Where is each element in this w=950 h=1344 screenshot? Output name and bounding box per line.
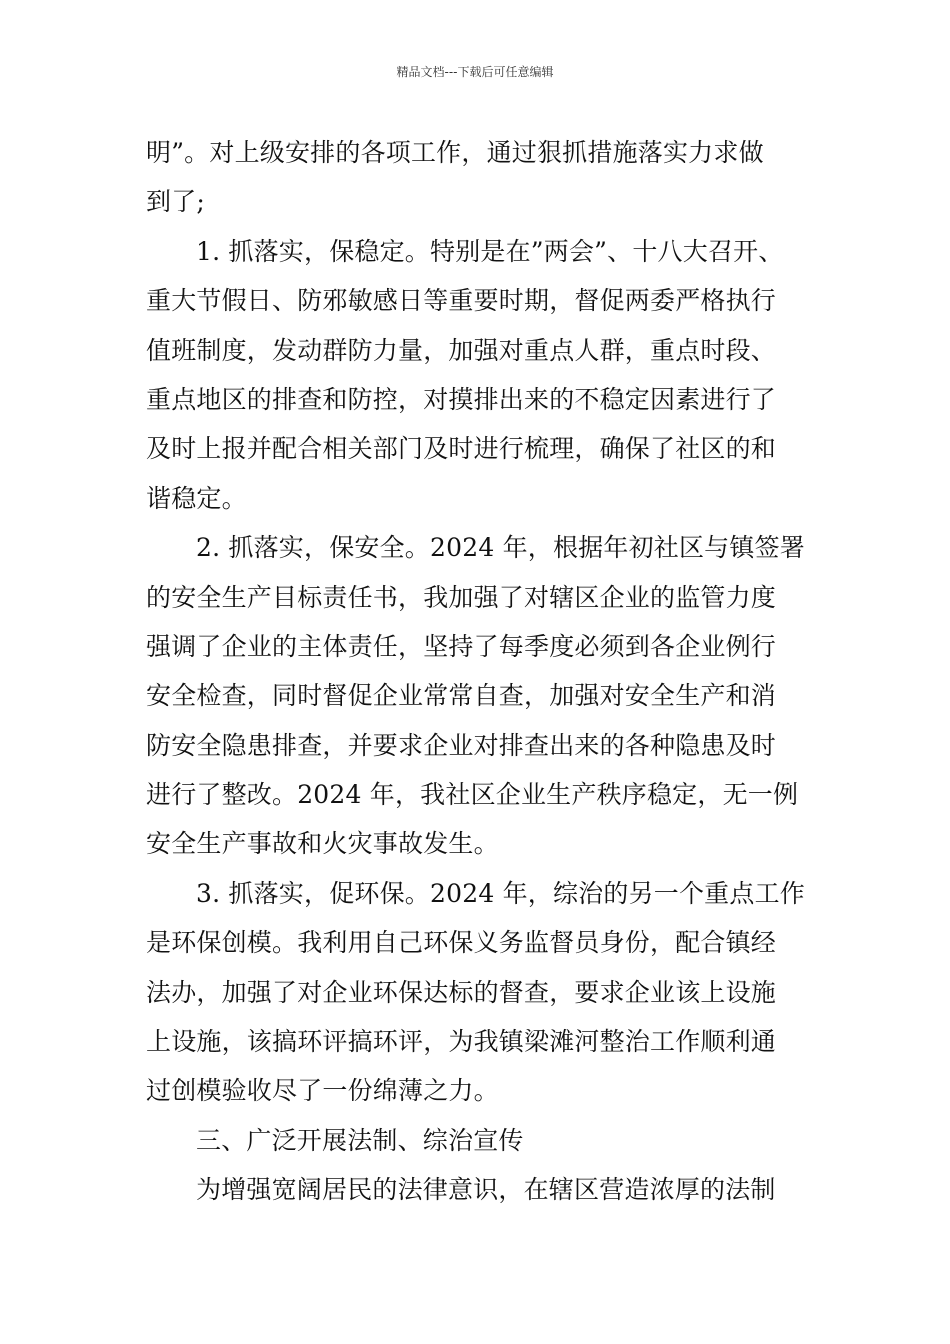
text-line: 上设施，该搞环评搞环评，为我镇梁滩河整治工作顺利通 bbox=[146, 1027, 777, 1057]
text-line: 及时上报并配合相关部门及时进行梳理，确保了社区的和 bbox=[146, 434, 777, 464]
text-line: 为增强宽阔居民的法律意识，在辖区营造浓厚的法制 bbox=[196, 1175, 776, 1205]
text-line: 进行了整改。2024 年，我社区企业生产秩序稳定，无一例 bbox=[146, 780, 799, 810]
text-line: 法办，加强了对企业环保达标的督查，要求企业该上设施 bbox=[146, 977, 777, 1007]
text-line: 是环保创模。我利用自己环保义务监督员身份，配合镇经 bbox=[146, 928, 777, 958]
text-line: 值班制度，发动群防力量，加强对重点人群，重点时段、 bbox=[146, 335, 777, 365]
text-line: 3. 抓落实，促环保。2024 年，综治的另一个重点工作 bbox=[196, 878, 805, 908]
page-header: 精品文档---下载后可任意编辑 bbox=[396, 65, 554, 79]
text-line: 2. 抓落实，保安全。2024 年，根据年初社区与镇签署 bbox=[196, 533, 805, 563]
section-heading: 三、广泛开展法制、综治宣传 bbox=[196, 1125, 524, 1155]
text-line: 重大节假日、防邪敏感日等重要时期，督促两委严格执行 bbox=[146, 286, 777, 316]
document-body bbox=[146, 128, 836, 1215]
text-line: 强调了企业的主体责任，坚持了每季度必须到各企业例行 bbox=[146, 631, 777, 661]
text-line: 安全检查，同时督促企业常常自查，加强对安全生产和消 bbox=[146, 681, 777, 711]
text-line: 重点地区的排查和防控，对摸排出来的不稳定因素进行了 bbox=[146, 384, 777, 414]
text-line: 谐稳定。 bbox=[146, 483, 247, 513]
text-line: 过创模验收尽了一份绵薄之力。 bbox=[146, 1076, 499, 1106]
text-line: 1. 抓落实，保稳定。特别是在”两会”、十八大召开、 bbox=[196, 236, 784, 266]
text-line: 防安全隐患排查，并要求企业对排查出来的各种隐患及时 bbox=[146, 730, 777, 760]
text-line: 明”。对上级安排的各项工作，通过狠抓措施落实力求做 bbox=[146, 138, 764, 167]
text-line: 的安全生产目标责任书，我加强了对辖区企业的监管力度 bbox=[146, 582, 777, 612]
text-line: 安全生产事故和火灾事故发生。 bbox=[146, 829, 499, 859]
text-line: 到了; bbox=[146, 187, 206, 217]
